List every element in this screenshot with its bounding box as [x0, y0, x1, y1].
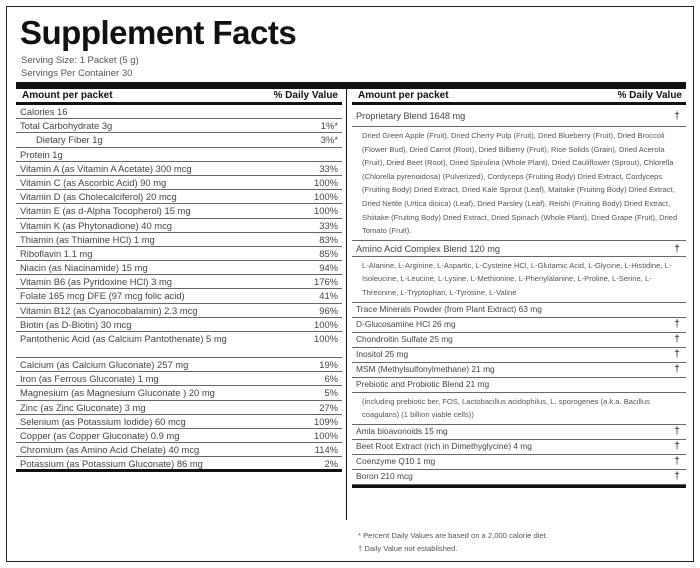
nutrient-row	[16, 386, 342, 400]
dagger-mark: †	[674, 425, 680, 437]
supplement-label: D-Glucosamine HCl 26 mg	[356, 318, 456, 329]
supplement-row	[352, 455, 686, 470]
supplement-label: MSM (Methylsulfonylmethane) 21 mg	[356, 363, 495, 374]
dagger-mark: †	[674, 455, 680, 467]
right-header-row	[352, 89, 686, 105]
daily-value: 109%	[314, 415, 338, 427]
daily-value: 100%	[314, 176, 338, 188]
label-title: Supplement Facts	[20, 14, 297, 51]
nutrient-label: Vitamin E (as d-Alpha Tocopherol) 15 mg	[20, 205, 191, 217]
nutrient-label: Biotin (as D-Biotin) 30 mcg	[20, 318, 132, 330]
nutrient-row	[16, 372, 342, 386]
nutrient-label: Vitamin B12 (as Cyanocobalamin) 2.3 mcg	[20, 304, 198, 316]
nutrient-row	[16, 219, 342, 233]
proprietary-blend-row	[352, 105, 686, 127]
daily-value: 6%	[324, 373, 338, 385]
nutrient-label: Selenium (as Potassium Iodide) 60 mcg	[20, 415, 186, 427]
supplement-items-b	[352, 425, 686, 488]
nutrient-label: Iron (as Ferrous Gluconate) 1 mg	[20, 373, 159, 385]
amino-blend-ingredients: L-Alanine, L-Arginine, L-Aspartic, L-Cysteine HCl, L-Glutamic Acid, L-Glycine, L-Histidine, L-Isoleucine, L-Leucine, L-Lysine, L-Methionine, L-Phenylalanine, L-Proline, L-Serine, L-Threonine, L-Tryptophan, L-Tyrosine, L-Valine	[352, 257, 686, 303]
supplement-items-a	[352, 303, 686, 393]
column-divider	[346, 89, 347, 520]
supplement-label: Coenzyme Q10 1 mg	[356, 455, 436, 466]
supplement-label: Amla bioavonoids 15 mg	[356, 425, 448, 436]
daily-value: 100%	[314, 205, 338, 217]
dagger-mark: †	[674, 470, 680, 482]
daily-value-heading: % Daily Value	[617, 90, 682, 101]
dagger-mark: †	[674, 243, 680, 255]
supplement-row	[352, 318, 686, 333]
nutrient-row	[16, 401, 342, 415]
amount-per-packet-heading: Amount per packet	[358, 90, 449, 101]
daily-value: 19%	[319, 359, 338, 370]
footnote-dagger: † Daily Value not established.	[358, 544, 458, 553]
proprietary-blend-ingredients: Dried Green Apple (Fruit), Dried Cherry Pulp (Fruit), Dried Blueberry (Fruit), Dried Broccoli (Flower Bud), Dried Carrot (Root), Dried Bilberry (Fruit), Rice Solids (Grain), Dried Acerola (Fruit), Dried Beet (Root), Dried Spirulina (Whole Plant), Dried Cauliflower (Sprout), Chlorella (Chlorella pyrenoidosa) (Pulverized), Cordyceps (Fruiting Body) Dried Extract, Cordyceps (Fruiting Body) Dried Extract, Dried Kale Sprout (Leaf), Maitake (Fruiting Body) Dried Extract, Dried Nettle (Urtica dioica) (Leaf), Dried Parsley (Leaf), Reishi (Fruiting Body) Dried Extract, Shiitake (Fruiting Body) Dried Extract, Dried Spinach (Whole Plant), Dried Grape (Fruit), Dried Tomato (Fruit).	[352, 127, 686, 241]
nutrient-row	[16, 332, 342, 358]
nutrient-label: Riboflavin 1.1 mg	[20, 247, 93, 259]
supplement-row	[352, 303, 686, 318]
daily-value: 100%	[314, 318, 338, 330]
nutrient-label: Vitamin K (as Phytonadione) 40 mcg	[20, 219, 172, 231]
nutrient-label: Vitamin D (as Cholecalciferol) 20 mcg	[20, 191, 177, 203]
nutrient-row	[16, 429, 342, 443]
nutrient-row	[16, 457, 342, 471]
daily-value: 100%	[314, 191, 338, 203]
daily-value: 27%	[319, 401, 338, 413]
daily-value: 41%	[319, 290, 338, 302]
proprietary-blend-label: Proprietary Blend 1648 mg	[356, 111, 466, 121]
daily-value: 83%	[319, 233, 338, 245]
supplement-row	[352, 348, 686, 363]
supplement-label: Prebiotic and Probiotic Blend 21 mg	[356, 378, 490, 389]
nutrient-row	[16, 148, 342, 162]
supplement-label: Beet Root Extract (rich in Dimethyglycine) 4 mg	[356, 440, 532, 451]
supplement-row	[352, 333, 686, 348]
dagger-mark: †	[674, 333, 680, 345]
nutrient-label: Chromium (as Amino Acid Chelate) 40 mcg	[20, 444, 200, 456]
right-blend-column	[352, 89, 686, 488]
left-nutrient-column	[16, 89, 342, 472]
nutrient-label: Folate 165 mcg DFE (97 mcg folic acid)	[20, 290, 185, 302]
nutrient-label: Calories 16	[20, 106, 68, 117]
nutrient-label: Vitamin B6 (as Pyridoxine HCl) 3 mg	[20, 276, 172, 288]
nutrient-row	[16, 247, 342, 261]
nutrient-row	[16, 275, 342, 289]
daily-value: 100%	[314, 429, 338, 441]
nutrient-row	[16, 289, 342, 303]
nutrient-row	[16, 318, 342, 332]
dagger-mark: †	[674, 111, 680, 122]
nutrient-row	[16, 190, 342, 204]
nutrient-label: Protein 1g	[20, 148, 63, 160]
supplement-label: Boron 210 mcg	[356, 470, 413, 481]
daily-value: 85%	[319, 247, 338, 259]
dagger-mark: †	[674, 348, 680, 360]
dagger-mark: †	[674, 440, 680, 452]
daily-value: 3%*	[320, 134, 338, 146]
amino-blend-label: Amino Acid Complex Blend 120 mg	[356, 243, 501, 254]
supplement-label: Inositol 25 mg	[356, 348, 409, 359]
nutrient-row	[16, 304, 342, 318]
daily-value: 100%	[314, 333, 338, 344]
nutrient-label: Magnesium (as Magnesium Gluconate ) 20 mg	[20, 387, 215, 399]
nutrient-label: Vitamin A (as Vitamin A Acetate) 300 mcg	[20, 162, 192, 174]
supplement-label: Trace Minerals Powder (from Plant Extract) 63 mg	[356, 303, 542, 314]
nutrient-row	[16, 204, 342, 218]
dagger-mark: †	[674, 363, 680, 375]
daily-value: 176%	[314, 276, 338, 288]
nutrient-label: Vitamin C (as Ascorbic Acid) 90 mg	[20, 176, 167, 188]
nutrient-row	[16, 261, 342, 275]
nutrient-row	[16, 176, 342, 190]
nutrient-label: Thiamin (as Thiamine HCl) 1 mg	[20, 233, 155, 245]
daily-value-heading: % Daily Value	[273, 90, 338, 101]
supplement-label: Chondroitin Sulfate 25 mg	[356, 333, 453, 344]
daily-value: 114%	[314, 444, 338, 456]
nutrient-row	[16, 415, 342, 429]
supplement-row	[352, 470, 686, 485]
probiotic-ingredients: (including prebiotic ber, FOS, Lactobacillus acidophilus, L. sporogenes (a.k.a. Bacillus coagulans) (1 billion viable cells))	[352, 393, 686, 425]
daily-value: 2%	[324, 458, 338, 470]
nutrient-row	[16, 133, 342, 147]
nutrient-label: Pantothenic Acid (as Calcium Pantothenate) 5 mg	[20, 333, 227, 344]
daily-value: 33%	[319, 162, 338, 174]
top-thick-rule	[16, 82, 686, 89]
nutrient-label: Potassium (as Potassium Gluconate) 86 mg	[20, 458, 203, 470]
nutrient-label: Total Carbohydrate 3g	[20, 120, 113, 132]
nutrient-label: Copper (as Copper Gluconate) 0.9 mg	[20, 429, 180, 441]
servings-per-container: Servings Per Container 30	[21, 68, 133, 79]
daily-value: 1%*	[320, 120, 338, 132]
nutrient-row	[16, 162, 342, 176]
footnote-percent-daily-value: * Percent Daily Values are based on a 2,000 calorie diet.	[358, 531, 548, 540]
supplement-row	[352, 425, 686, 440]
serving-size: Serving Size: 1 Packet (5 g)	[21, 55, 139, 66]
nutrient-row	[16, 119, 342, 133]
nutrient-label: Dietary Fiber 1g	[36, 134, 103, 146]
supplement-row	[352, 378, 686, 393]
left-header-row	[16, 89, 342, 105]
nutrient-label: Calcium (as Calcium Gluconate) 257 mg	[20, 359, 189, 370]
nutrient-row	[16, 233, 342, 247]
supplement-row	[352, 440, 686, 455]
daily-value: 96%	[319, 304, 338, 316]
amino-blend-row	[352, 241, 686, 257]
supplement-row	[352, 363, 686, 378]
nutrient-label: Niacin (as Niacinamide) 15 mg	[20, 262, 148, 274]
nutrient-row	[16, 105, 342, 119]
daily-value: 5%	[324, 387, 338, 399]
daily-value: 33%	[319, 219, 338, 231]
dagger-mark: †	[674, 318, 680, 330]
amount-per-packet-heading: Amount per packet	[22, 90, 113, 101]
nutrient-rows	[16, 105, 342, 472]
daily-value: 94%	[319, 262, 338, 274]
nutrient-row	[16, 443, 342, 457]
nutrient-label: Zinc (as Zinc Gluconate) 3 mg	[20, 401, 146, 413]
nutrient-row	[16, 358, 342, 372]
